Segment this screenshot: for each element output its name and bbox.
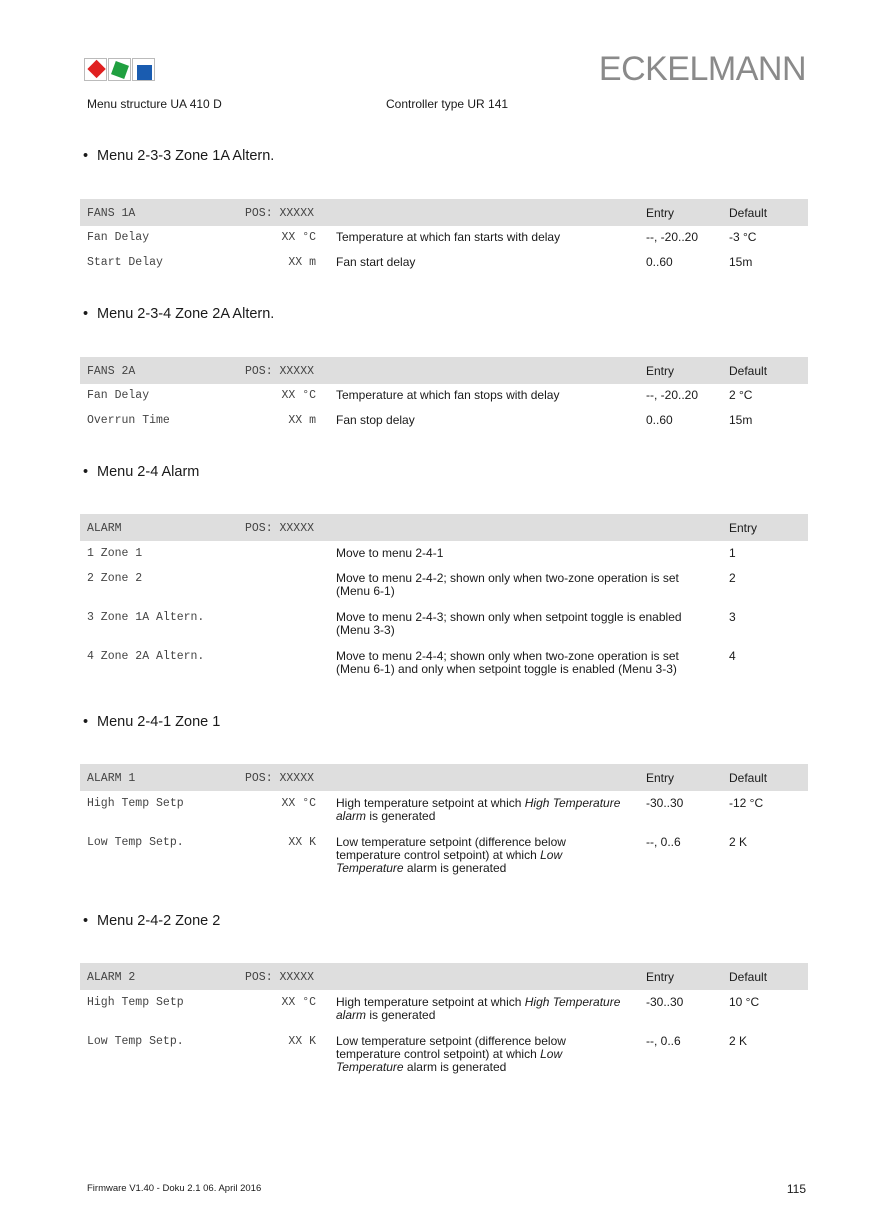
header-pos: POS: XXXXX [245,522,315,535]
row-entry: 0..60 [646,413,673,427]
row-entry: -30..30 [646,995,684,1009]
row-description: Temperature at which fan starts with delay [336,230,561,244]
row-name: 2 Zone 2 [87,572,143,585]
header-default: Default [729,206,768,220]
header-name: ALARM 1 [87,772,136,785]
table-row [80,231,808,256]
table-row [80,611,808,650]
header-default: Default [729,364,768,378]
row-name: Fan Delay [87,389,150,402]
row-entry: --, 0..6 [646,1034,681,1048]
row-name: High Temp Setp [87,797,184,810]
table-row [80,389,808,414]
row-entry: 3 [729,610,736,624]
header-pos: POS: XXXXX [245,772,315,785]
row-value: XX m [288,414,316,427]
row-default: 15m [729,255,753,269]
fans-2a-table [80,357,808,434]
row-default: 10 °C [729,995,760,1009]
row-description: High temperature setpoint at which High Temperature alarm is generated [336,995,621,1022]
table-row [80,836,808,884]
table-header [80,199,808,226]
row-value: XX °C [281,797,316,810]
header-default: Default [729,771,768,785]
row-entry: 2 [729,571,736,585]
row-name: 4 Zone 2A Altern. [87,650,205,663]
row-name: 3 Zone 1A Altern. [87,611,205,624]
header-default: Default [729,970,768,984]
row-description: High temperature setpoint at which High Temperature alarm is generated [336,796,621,823]
section-title: • Menu 2-4 Alarm [83,464,200,480]
row-name: Low Temp Setp. [87,1035,184,1048]
header-entry: Entry [646,206,675,220]
row-default: -3 °C [729,230,757,244]
row-name: Start Delay [87,256,163,269]
row-description: Low temperature setpoint (difference below temperature control setpoint) at which Low Temperature alarm is generated [336,1034,566,1074]
section-title: • Menu 2-4-1 Zone 1 [83,714,221,730]
table-row [80,256,808,281]
row-value: XX K [288,1035,316,1048]
controller-type-label: Controller type UR 141 [386,97,509,111]
section-title: • Menu 2-3-4 Zone 2A Altern. [83,306,275,322]
header-name: FANS 2A [87,365,136,378]
table-row [80,797,808,836]
header-entry: Entry [646,771,675,785]
alarm-2-table [80,963,808,1077]
table-row [80,996,808,1035]
table-row [80,1035,808,1083]
row-entry: -30..30 [646,796,684,810]
table-header [80,764,808,791]
row-value: XX K [288,836,316,849]
header-entry: Entry [729,521,758,535]
page-number: 115 [786,1182,806,1196]
table-row [80,650,808,680]
row-default: 2 K [729,1034,748,1048]
row-description: Fan stop delay [336,413,415,427]
row-name: Fan Delay [87,231,150,244]
row-name: High Temp Setp [87,996,184,1009]
brand-name: ECKELMANN [598,50,806,88]
eckelmann-logo [84,58,158,89]
row-default: 15m [729,413,753,427]
row-entry: --, -20..20 [646,230,699,244]
section-title: • Menu 2-3-3 Zone 1A Altern. [83,148,275,164]
row-entry: --, -20..20 [646,388,699,402]
row-default: 2 K [729,835,748,849]
table-row [80,572,808,611]
table-header [80,357,808,384]
alarm-1-table [80,764,808,878]
table-header [80,514,808,541]
fans-1a-table [80,199,808,276]
row-description: Low temperature setpoint (difference below temperature control setpoint) at which Low Temperature alarm is generated [336,835,566,875]
header-name: FANS 1A [87,207,136,220]
header-pos: POS: XXXXX [245,365,315,378]
header-pos: POS: XXXXX [245,207,315,220]
row-entry: 0..60 [646,255,673,269]
row-description: Move to menu 2-4-1 [336,546,444,560]
row-entry: 4 [729,649,736,663]
row-description: Move to menu 2-4-4; shown only when two-zone operation is set (Menu 6-1) and only when setpoint toggle is enabled (Menu 3-3) [336,649,679,676]
row-entry: 1 [729,546,736,560]
row-entry: --, 0..6 [646,835,681,849]
row-name: 1 Zone 1 [87,547,143,560]
header-name: ALARM 2 [87,971,136,984]
table-row [80,414,808,439]
row-value: XX m [288,256,316,269]
header-entry: Entry [646,364,675,378]
row-description: Fan start delay [336,255,416,269]
section-title: • Menu 2-4-2 Zone 2 [83,913,221,929]
header-name: ALARM [87,522,122,535]
table-header [80,963,808,990]
alarm-table [80,514,808,674]
row-name: Overrun Time [87,414,170,427]
footer-firmware-info: Firmware V1.40 - Doku 2.1 06. April 2016 [87,1183,262,1194]
row-value: XX °C [281,389,316,402]
row-name: Low Temp Setp. [87,836,184,849]
row-value: XX °C [281,996,316,1009]
row-description: Move to menu 2-4-3; shown only when setpoint toggle is enabled (Menu 3-3) [336,610,682,637]
table-row [80,547,808,572]
row-value: XX °C [281,231,316,244]
header-pos: POS: XXXXX [245,971,315,984]
row-description: Temperature at which fan stops with delay [336,388,560,402]
header-entry: Entry [646,970,675,984]
row-default: -12 °C [729,796,764,810]
row-description: Move to menu 2-4-2; shown only when two-zone operation is set (Menu 6-1) [336,571,679,598]
row-default: 2 °C [729,388,753,402]
menu-structure-label: Menu structure UA 410 D [87,97,222,111]
